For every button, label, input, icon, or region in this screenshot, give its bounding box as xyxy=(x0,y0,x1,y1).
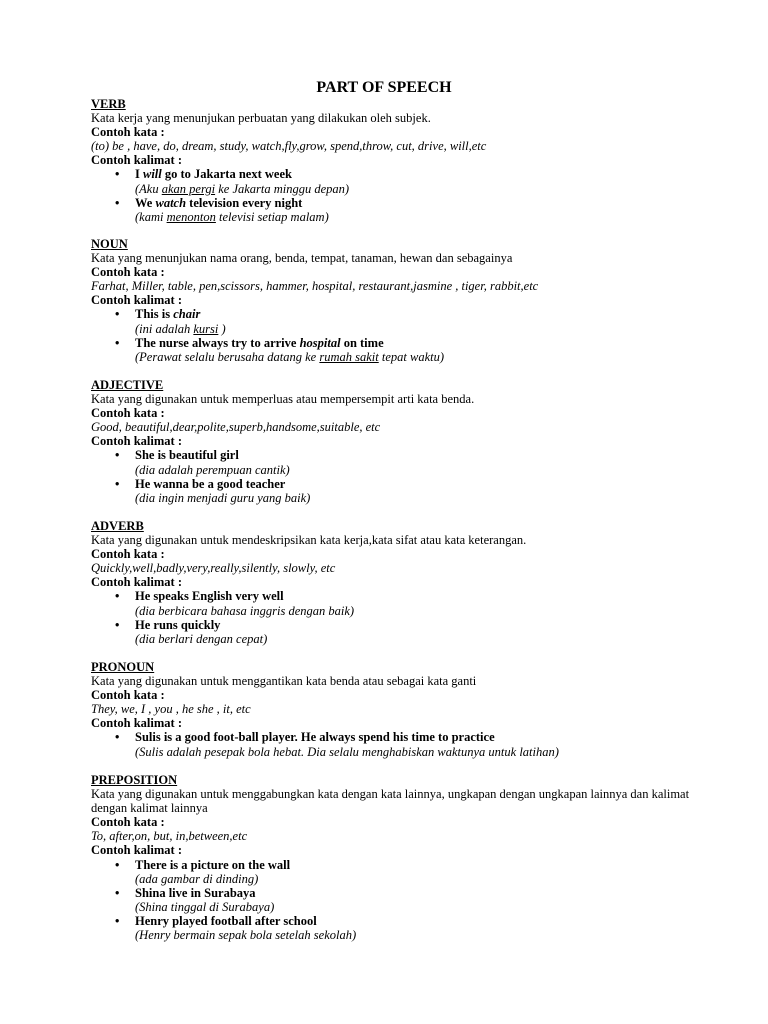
section-title: PREPOSITION xyxy=(91,773,178,787)
list-item xyxy=(91,307,691,335)
sentence-text: Henry played football after school xyxy=(135,913,317,928)
translation-text: (Henry bermain sepak bola setelah sekolah) xyxy=(135,928,357,943)
sentences-label: Contoh kalimat : xyxy=(91,716,182,731)
translation-text: (Shina tinggal di Surabaya) xyxy=(135,899,275,914)
example-words: Farhat, Miller, table, pen,scissors, hammer, hospital, restaurant,jasmine , tiger, rabbit,etc xyxy=(91,279,539,294)
translation-text: menonton xyxy=(166,209,216,224)
example-translation xyxy=(135,928,691,942)
translation-text: tepat waktu) xyxy=(378,349,444,364)
translation-text: (kami xyxy=(135,209,167,224)
translation-text: (dia ingin menjadi guru yang baik) xyxy=(135,490,311,505)
translation-text: rumah sakit xyxy=(319,349,379,364)
section-definition: Kata yang menunjukan nama orang, benda, tempat, tanaman, hewan dan sebagainya xyxy=(91,251,513,266)
section-adverb xyxy=(91,519,691,646)
section-title: ADJECTIVE xyxy=(91,378,164,392)
list-item xyxy=(91,448,691,476)
section-definition: Kata yang digunakan untuk mendeskripsikan kata kerja,kata sifat atau kata keterangan. xyxy=(91,533,527,548)
sentence-text: hospital xyxy=(299,335,341,350)
sentence-text: He wanna be a good teacher xyxy=(135,476,286,491)
list-item xyxy=(91,477,691,505)
list-item xyxy=(91,914,691,942)
example-translation xyxy=(135,491,691,505)
list-item xyxy=(91,886,691,914)
sentence-text: Shina live in Surabaya xyxy=(135,885,256,900)
sentence-text: Sulis is a good foot-ball player. He always spend his time to practice xyxy=(135,730,495,745)
example-sentence xyxy=(135,589,691,603)
example-translation xyxy=(135,604,691,618)
example-sentence-list xyxy=(91,167,691,223)
list-item xyxy=(91,589,691,617)
example-words: (to) be , have, do, dream, study, watch,fly,grow, spend,throw, cut, drive, will,etc xyxy=(91,139,487,154)
list-item xyxy=(91,196,691,224)
example-sentence-list xyxy=(91,448,691,504)
section-title: VERB xyxy=(91,97,126,111)
example-translation xyxy=(135,872,691,886)
words-label: Contoh kata : xyxy=(91,815,165,830)
translation-text: (Sulis adalah pesepak bola hebat. Dia selalu menghabiskan waktunya untuk latihan) xyxy=(135,744,559,759)
example-translation xyxy=(135,900,691,914)
example-sentence-list xyxy=(91,730,691,758)
sentences-label: Contoh kalimat : xyxy=(91,434,182,449)
example-sentence xyxy=(135,914,691,928)
words-label: Contoh kata : xyxy=(91,125,165,140)
sentences-label: Contoh kalimat : xyxy=(91,153,182,168)
example-translation xyxy=(135,745,691,759)
section-pronoun xyxy=(91,660,691,759)
sentence-text: The nurse always try to arrive xyxy=(135,335,300,350)
page-title: PART OF SPEECH xyxy=(316,79,452,96)
section-definition: Kata yang digunakan untuk memperluas atau mempersempit arti kata benda. xyxy=(91,392,475,407)
section-adjective xyxy=(91,378,691,505)
translation-text: (dia berlari dengan cepat) xyxy=(135,631,268,646)
section-noun xyxy=(91,237,691,364)
translation-text: (dia berbicara bahasa inggris dengan baik) xyxy=(135,603,355,618)
translation-text: (dia adalah perempuan cantik) xyxy=(135,462,290,477)
sentence-text: He runs quickly xyxy=(135,617,221,632)
sentence-text: go to Jakarta next week xyxy=(161,167,292,182)
translation-text: ) xyxy=(218,321,226,336)
example-words: They, we, I , you , he she , it, etc xyxy=(91,702,251,717)
example-translation xyxy=(135,350,691,364)
list-item xyxy=(91,336,691,364)
section-definition: Kata yang digunakan untuk menggabungkan kata dengan kata lainnya, ungkapan dengan ungkapan lainnya dan kalimat dengan kalimat lainnya xyxy=(91,787,690,816)
list-item xyxy=(91,730,691,758)
sentence-text: She is beautiful girl xyxy=(135,448,239,463)
section-title: NOUN xyxy=(91,237,128,251)
example-translation xyxy=(135,210,691,224)
translation-text: televisi setiap malam) xyxy=(215,209,329,224)
sentence-text: will xyxy=(143,167,162,182)
example-sentence xyxy=(135,730,691,744)
sentences-label: Contoh kalimat : xyxy=(91,575,182,590)
example-sentence xyxy=(135,448,691,462)
sentence-text: There is a picture on the wall xyxy=(135,857,291,872)
section-verb xyxy=(91,97,691,224)
translation-text: ke Jakarta minggu depan) xyxy=(215,181,350,196)
sentence-text: This is xyxy=(135,307,174,322)
section-definition: Kata kerja yang menunjukan perbuatan yang dilakukan oleh subjek. xyxy=(91,111,431,126)
sentence-text: We xyxy=(135,195,156,210)
section-title: PRONOUN xyxy=(91,660,155,674)
example-sentence xyxy=(135,618,691,632)
translation-text: (ada gambar di dinding) xyxy=(135,871,259,886)
list-item xyxy=(91,618,691,646)
example-sentence-list xyxy=(91,589,691,645)
example-words: To, after,on, but, in,between,etc xyxy=(91,829,248,844)
translation-text: akan pergi xyxy=(161,181,216,196)
translation-text: (Perawat selalu berusaha datang ke xyxy=(135,349,320,364)
translation-text: (ini adalah xyxy=(135,321,194,336)
sentences-label: Contoh kalimat : xyxy=(91,293,182,308)
example-sentence xyxy=(135,886,691,900)
example-sentence xyxy=(135,196,691,210)
list-item xyxy=(91,858,691,886)
sentence-text: I xyxy=(135,167,143,182)
list-item xyxy=(91,167,691,195)
section-definition: Kata yang digunakan untuk menggantikan kata benda atau sebagai kata ganti xyxy=(91,674,477,689)
sentence-text: television every night xyxy=(186,195,303,210)
words-label: Contoh kata : xyxy=(91,688,165,703)
words-label: Contoh kata : xyxy=(91,547,165,562)
sentence-text: chair xyxy=(173,307,201,322)
section-title: ADVERB xyxy=(91,519,144,533)
sentence-text: He speaks English very well xyxy=(135,589,284,604)
words-label: Contoh kata : xyxy=(91,406,165,421)
section-preposition xyxy=(91,773,691,942)
example-sentence xyxy=(135,858,691,872)
translation-text: (Aku xyxy=(135,181,162,196)
example-sentence-list xyxy=(91,858,691,943)
sentence-text: watch xyxy=(155,195,187,210)
example-sentence xyxy=(135,167,691,181)
example-sentence xyxy=(135,336,691,350)
words-label: Contoh kata : xyxy=(91,265,165,280)
example-sentence xyxy=(135,477,691,491)
example-translation xyxy=(135,632,691,646)
example-sentence-list xyxy=(91,307,691,363)
sentences-label: Contoh kalimat : xyxy=(91,843,182,858)
example-translation xyxy=(135,322,691,336)
example-words: Quickly,well,badly,very,really,silently, slowly, etc xyxy=(91,561,336,576)
example-translation xyxy=(135,182,691,196)
example-translation xyxy=(135,463,691,477)
example-sentence xyxy=(135,307,691,321)
sentence-text: on time xyxy=(340,335,384,350)
example-words: Good, beautiful,dear,polite,superb,handsome,suitable, etc xyxy=(91,420,381,435)
translation-text: kursi xyxy=(193,321,219,336)
